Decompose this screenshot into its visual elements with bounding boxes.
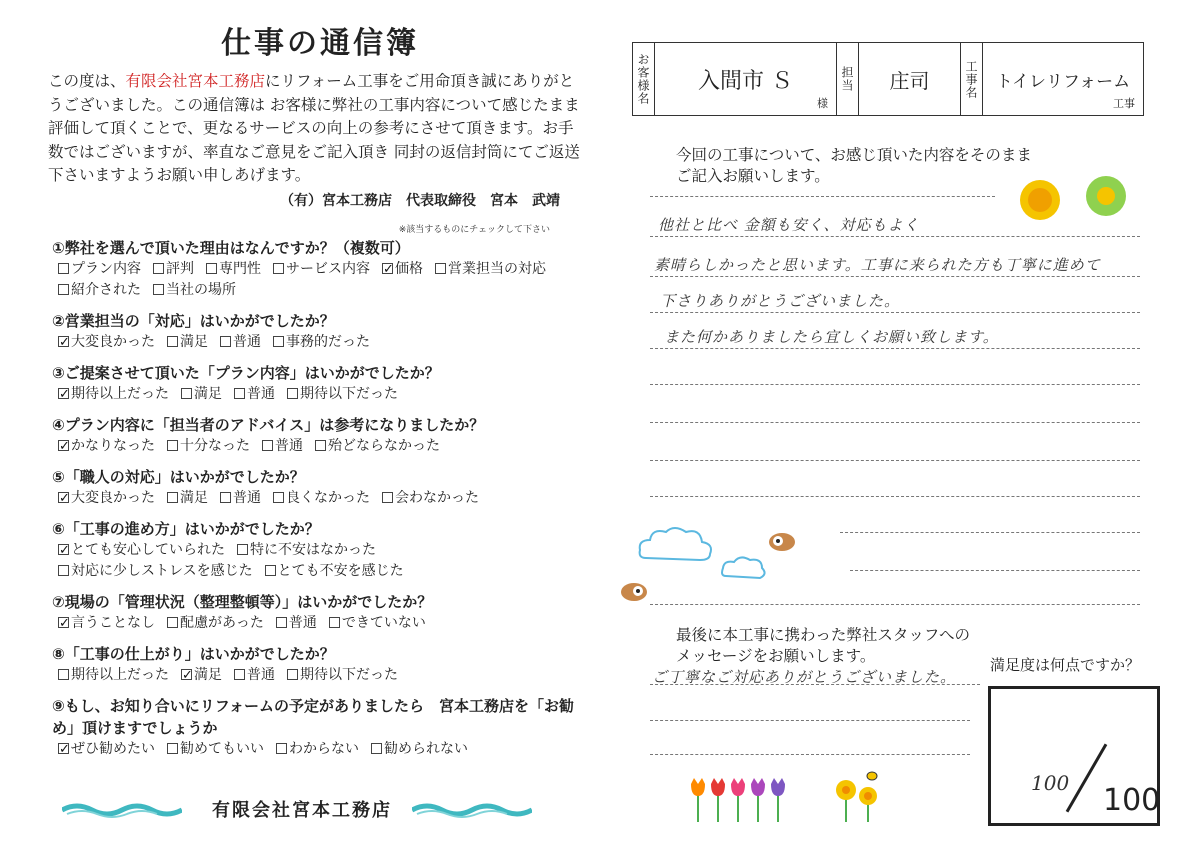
question-2 bbox=[52, 310, 580, 353]
checkbox-icon[interactable] bbox=[58, 284, 69, 295]
checkbox-icon[interactable] bbox=[371, 743, 382, 754]
option-8-4[interactable] bbox=[287, 665, 398, 686]
check-note: ※該当するものにチェックして下さい bbox=[398, 224, 550, 235]
checkbox-icon[interactable] bbox=[276, 617, 287, 628]
option-label: 言うことなし bbox=[71, 614, 155, 631]
option-7-2[interactable] bbox=[167, 613, 264, 634]
question-title: ⑧「工事の仕上がり」はいかがでしたか？ bbox=[52, 644, 335, 663]
checked-box-icon[interactable] bbox=[58, 743, 69, 754]
checked-box-icon[interactable] bbox=[181, 669, 192, 680]
option-8-3[interactable] bbox=[234, 665, 275, 686]
checkbox-icon[interactable] bbox=[382, 492, 393, 503]
question-options bbox=[52, 665, 580, 686]
option-4-4[interactable] bbox=[315, 436, 440, 457]
staff-label: 担当 bbox=[837, 43, 859, 115]
checkbox-icon[interactable] bbox=[206, 263, 217, 274]
question-8 bbox=[52, 643, 580, 686]
checkbox-icon[interactable] bbox=[58, 263, 69, 274]
work-cell bbox=[961, 43, 1143, 115]
intro-part2: にリフォーム工事をご用命頂き誠にありがとうございました。この通信簿は お客様に弊社の工事内容について感じたまま評価して頂くことで、更なるサービスの向上の参考にさせて頂きます。お手数ではございますが、率直なご意見をご記入頂き 同封の返信封筒にてご返送下さいますようお願い申しあげます。 bbox=[48, 72, 580, 184]
option-6-2[interactable] bbox=[237, 540, 376, 561]
question-title: ②営業担当の「対応」はいかがでしたか？ bbox=[52, 311, 335, 330]
comment-line-12 bbox=[650, 604, 1140, 605]
option-5-3[interactable] bbox=[220, 488, 261, 509]
page-title: 仕事の通信簿 bbox=[221, 26, 419, 61]
comment-line-5 bbox=[650, 348, 1140, 349]
option-label: 事務的だった bbox=[286, 333, 370, 350]
option-label: 期待以上だった bbox=[71, 666, 169, 683]
option-1-5[interactable] bbox=[382, 259, 423, 280]
option-label: 普通 bbox=[247, 385, 275, 402]
checkbox-icon[interactable] bbox=[262, 440, 273, 451]
option-label: 大変良かった bbox=[71, 489, 155, 506]
signature: （有）宮本工務店 代表取締役 宮本 武靖 bbox=[280, 192, 560, 209]
option-label: 配慮があった bbox=[180, 614, 264, 631]
option-8-2[interactable] bbox=[181, 665, 222, 686]
option-2-3[interactable] bbox=[220, 332, 261, 353]
option-label: 当社の場所 bbox=[166, 281, 236, 298]
option-label: 紹介された bbox=[71, 281, 141, 298]
question-title: ⑦現場の「管理状況（整理整頓等）」はいかがでしたか？ bbox=[52, 592, 433, 611]
option-label: 勧めてもいい bbox=[180, 740, 264, 757]
question-5 bbox=[52, 466, 580, 509]
checked-box-icon[interactable] bbox=[58, 388, 69, 399]
option-label: 専門性 bbox=[219, 260, 261, 277]
checkbox-icon[interactable] bbox=[287, 388, 298, 399]
checked-box-icon[interactable] bbox=[58, 336, 69, 347]
option-6-4[interactable] bbox=[265, 561, 404, 582]
option-9-4[interactable] bbox=[371, 739, 468, 760]
option-6-1[interactable] bbox=[58, 540, 225, 561]
option-label: 期待以下だった bbox=[300, 385, 398, 402]
option-label: 普通 bbox=[233, 333, 261, 350]
option-1-1[interactable] bbox=[58, 259, 141, 280]
checkbox-icon[interactable] bbox=[167, 492, 178, 503]
customer-cell bbox=[633, 43, 837, 115]
checkbox-icon[interactable] bbox=[220, 336, 231, 347]
comment-line-6 bbox=[650, 384, 1140, 385]
bird-icon-2 bbox=[616, 580, 650, 604]
staff-cell bbox=[837, 43, 961, 115]
checked-box-icon[interactable] bbox=[58, 492, 69, 503]
option-label: 十分なった bbox=[180, 437, 250, 454]
option-label: 良くなかった bbox=[286, 489, 370, 506]
option-label: プラン内容 bbox=[71, 260, 141, 277]
option-9-3[interactable] bbox=[276, 739, 359, 760]
option-1-3[interactable] bbox=[206, 259, 261, 280]
message-line-3 bbox=[650, 754, 970, 755]
checkbox-icon[interactable] bbox=[273, 336, 284, 347]
comment-line-8 bbox=[650, 460, 1140, 461]
checked-box-icon[interactable] bbox=[58, 440, 69, 451]
checkbox-icon[interactable] bbox=[287, 669, 298, 680]
work-suffix: 工事 bbox=[1113, 97, 1135, 110]
checkbox-icon[interactable] bbox=[167, 336, 178, 347]
question-7 bbox=[52, 591, 580, 634]
comment-text-3: 下さりありがとうございました。 bbox=[660, 292, 901, 310]
option-5-4[interactable] bbox=[273, 488, 370, 509]
sunflower-icon bbox=[1016, 176, 1064, 224]
question-3 bbox=[52, 362, 580, 405]
option-7-1[interactable] bbox=[58, 613, 155, 634]
option-label: ぜひ勧めたい bbox=[71, 740, 155, 757]
customer-suffix: 様 bbox=[817, 97, 828, 110]
comment-line-7 bbox=[650, 422, 1140, 423]
comment-text-4: また何かありましたら宜しくお願い致します。 bbox=[664, 328, 999, 346]
question-options bbox=[52, 739, 580, 760]
option-3-1[interactable] bbox=[58, 384, 169, 405]
question-options bbox=[52, 613, 580, 634]
checkbox-icon[interactable] bbox=[237, 544, 248, 555]
question-options bbox=[52, 332, 580, 353]
option-label: とても不安を感じた bbox=[277, 562, 404, 579]
checkbox-icon[interactable] bbox=[153, 263, 164, 274]
option-label: 殆どならなかった bbox=[328, 437, 440, 454]
checked-box-icon[interactable] bbox=[58, 544, 69, 555]
option-3-2[interactable] bbox=[181, 384, 222, 405]
option-3-4[interactable] bbox=[287, 384, 398, 405]
comment-line-10 bbox=[840, 532, 1140, 533]
checkbox-icon[interactable] bbox=[153, 284, 164, 295]
comment-line-3 bbox=[650, 276, 1140, 277]
checked-box-icon[interactable] bbox=[58, 617, 69, 628]
checkbox-icon[interactable] bbox=[58, 669, 69, 680]
question-title: ⑥「工事の進め方」はいかがでしたか？ bbox=[52, 519, 320, 538]
checked-box-icon[interactable] bbox=[382, 263, 393, 274]
option-label: かなりなった bbox=[71, 437, 155, 454]
option-label: 対応に少しストレスを感じた bbox=[71, 562, 253, 579]
option-label: 特に不安はなかった bbox=[250, 541, 376, 558]
checkbox-icon[interactable] bbox=[273, 263, 284, 274]
option-label: 満足 bbox=[180, 333, 208, 350]
option-5-2[interactable] bbox=[167, 488, 208, 509]
question-title: ④プラン内容に「担当者のアドバイス」は参考になりましたか？ bbox=[52, 415, 485, 434]
checkbox-icon[interactable] bbox=[329, 617, 340, 628]
customer-name: 入間市 Ｓ bbox=[698, 68, 793, 94]
option-5-5[interactable] bbox=[382, 488, 479, 509]
option-label: 営業担当の対応 bbox=[448, 260, 546, 277]
option-label: わからない bbox=[289, 740, 359, 757]
yellow-flowers-icon bbox=[832, 770, 882, 824]
checkbox-icon[interactable] bbox=[234, 669, 245, 680]
question-options bbox=[52, 384, 580, 405]
comment-text-1: 他社と比べ 金額も安く、対応もよく bbox=[658, 216, 920, 234]
score-slash bbox=[1066, 743, 1108, 812]
question-title: ③ご提案させて頂いた「プラン内容」はいかがでしたか？ bbox=[52, 363, 440, 382]
checkbox-icon[interactable] bbox=[220, 492, 231, 503]
checkbox-icon[interactable] bbox=[276, 743, 287, 754]
staff-name: 庄司 bbox=[889, 68, 930, 93]
message-text: ご丁寧なご対応ありがとうございました。 bbox=[652, 668, 957, 686]
option-4-3[interactable] bbox=[262, 436, 303, 457]
option-5-1[interactable] bbox=[58, 488, 155, 509]
checkbox-icon[interactable] bbox=[234, 388, 245, 399]
option-2-2[interactable] bbox=[167, 332, 208, 353]
wave-decoration-right bbox=[412, 802, 532, 818]
work-name: トイレリフォーム bbox=[995, 71, 1131, 92]
comment-line-9 bbox=[650, 496, 1140, 497]
option-label: 価格 bbox=[395, 260, 423, 277]
option-label: 普通 bbox=[233, 489, 261, 506]
footer-company-name: 有限会社宮本工務店 bbox=[212, 800, 392, 821]
checkbox-icon[interactable] bbox=[167, 743, 178, 754]
score-label: 満足度は何点ですか？ bbox=[990, 656, 1141, 674]
option-label: 普通 bbox=[288, 614, 317, 631]
option-1-8[interactable] bbox=[153, 280, 236, 301]
option-1-7[interactable] bbox=[58, 280, 141, 301]
intro-text bbox=[48, 70, 580, 188]
question-6 bbox=[52, 518, 580, 582]
checkbox-icon[interactable] bbox=[167, 440, 178, 451]
checkbox-icon[interactable] bbox=[273, 492, 284, 503]
option-label: 大変良かった bbox=[71, 333, 155, 350]
option-2-1[interactable] bbox=[58, 332, 155, 353]
comment-line-2 bbox=[650, 236, 1140, 237]
comment-prompt: 今回の工事について、お感じ頂いた内容をそのまま ご記入お願いします。 bbox=[676, 146, 1032, 185]
option-label: 期待以下だった bbox=[300, 666, 398, 683]
option-label: 会わなかった bbox=[395, 489, 479, 506]
score-given: 100 bbox=[1031, 771, 1070, 795]
question-title: ⑤「職人の対応」はいかがでしたか？ bbox=[52, 467, 305, 486]
comment-line-11 bbox=[850, 570, 1140, 571]
cloud-icon bbox=[636, 524, 716, 566]
survey-column bbox=[40, 18, 580, 760]
tulips-icon bbox=[686, 776, 806, 824]
option-2-4[interactable] bbox=[273, 332, 370, 353]
checkbox-icon[interactable] bbox=[58, 565, 69, 576]
bird-icon bbox=[766, 530, 800, 554]
option-1-4[interactable] bbox=[273, 259, 370, 280]
option-label: 勧められない bbox=[384, 740, 468, 757]
option-label: 満足 bbox=[180, 489, 208, 506]
message-line-2 bbox=[650, 720, 970, 721]
score-max: 100 bbox=[1103, 783, 1161, 818]
checkbox-icon[interactable] bbox=[315, 440, 326, 451]
option-label: 評判 bbox=[166, 260, 194, 277]
option-7-3[interactable] bbox=[276, 613, 317, 634]
question-options bbox=[52, 488, 580, 509]
footer-company-bar bbox=[62, 794, 532, 826]
comment-line-1 bbox=[650, 196, 995, 197]
small-cloud-icon bbox=[720, 552, 768, 582]
question-title: ⑨もし、お知り合いにリフォームの予定がありましたら 宮本工務店を「お勧め」頂けますでしょうか bbox=[52, 696, 574, 737]
checkbox-icon[interactable] bbox=[265, 565, 276, 576]
option-label: サービス内容 bbox=[286, 260, 370, 277]
option-label: 期待以上だった bbox=[71, 385, 169, 402]
option-label: とても安心していられた bbox=[71, 541, 225, 558]
question-options bbox=[52, 259, 580, 301]
question-options bbox=[52, 540, 580, 582]
question-title: ①弊社を選んで頂いた理由はなんですか？（複数可） bbox=[52, 238, 410, 257]
checkbox-icon[interactable] bbox=[435, 263, 446, 274]
comment-text-2: 素晴らしかったと思います。工事に来られた方も丁寧に進めて bbox=[654, 256, 1101, 274]
option-1-2[interactable] bbox=[153, 259, 194, 280]
info-header-table bbox=[632, 42, 1144, 116]
intro-part1: この度は、 bbox=[48, 72, 126, 90]
question-4 bbox=[52, 414, 580, 457]
option-label: 普通 bbox=[275, 437, 303, 454]
option-label: 満足 bbox=[194, 666, 222, 683]
option-4-1[interactable] bbox=[58, 436, 155, 457]
work-label: 工事名 bbox=[961, 43, 983, 115]
option-9-2[interactable] bbox=[167, 739, 264, 760]
customer-label: お客様名 bbox=[633, 43, 655, 115]
option-9-1[interactable] bbox=[58, 739, 155, 760]
option-6-3[interactable] bbox=[58, 561, 253, 582]
option-label: 普通 bbox=[247, 666, 275, 683]
option-3-3[interactable] bbox=[234, 384, 275, 405]
question-options bbox=[52, 436, 580, 457]
option-7-4[interactable] bbox=[329, 613, 426, 634]
question-list bbox=[40, 237, 580, 760]
question-1 bbox=[52, 237, 580, 301]
option-4-2[interactable] bbox=[167, 436, 250, 457]
option-label: できていない bbox=[341, 614, 426, 631]
green-flower-icon bbox=[1082, 172, 1130, 220]
comment-line-4 bbox=[650, 312, 1140, 313]
wave-decoration-left bbox=[62, 802, 182, 818]
question-9 bbox=[52, 695, 580, 760]
checkbox-icon[interactable] bbox=[167, 617, 178, 628]
option-8-1[interactable] bbox=[58, 665, 169, 686]
option-1-6[interactable] bbox=[435, 259, 546, 280]
message-prompt: 最後に本工事に携わった弊社スタッフへの メッセージをお願いします。 bbox=[676, 626, 971, 665]
score-box bbox=[988, 686, 1160, 826]
checkbox-icon[interactable] bbox=[181, 388, 192, 399]
intro-company: 有限会社宮本工務店 bbox=[125, 72, 266, 90]
option-label: 満足 bbox=[194, 385, 222, 402]
